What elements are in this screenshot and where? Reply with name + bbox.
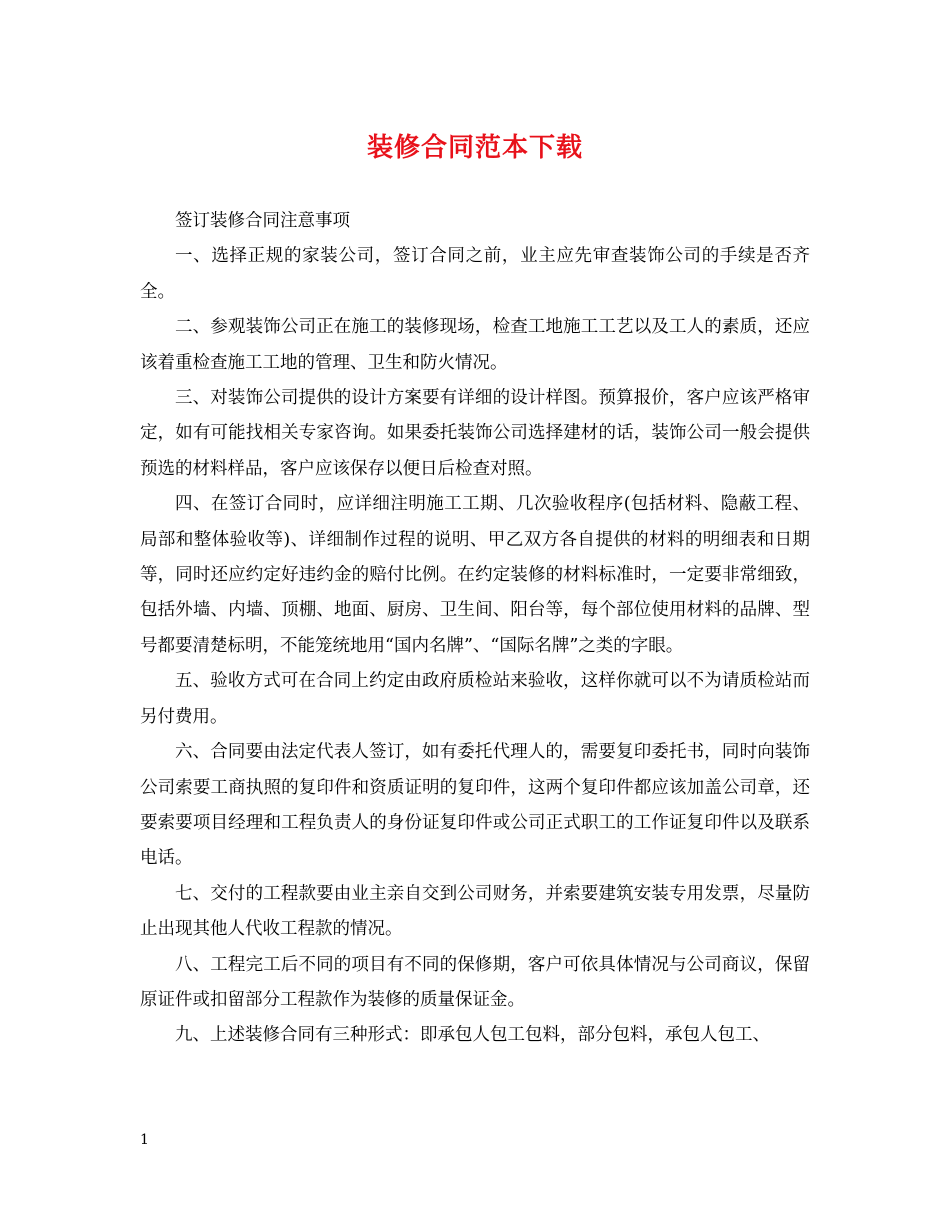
paragraph-3: 三、对装饰公司提供的设计方案要有详细的设计样图。预算报价，客户应该严格审定，如有可能找相关专家咨询。如果委托装饰公司选择建材的话，装饰公司一般会提供预选的材料样品，客户应该保存以便日后检查对照。 bbox=[140, 388, 810, 479]
paragraph-6: 六、合同要由法定代表人签订，如有委托代理人的，需要复印委托书，同时向装饰公司索要工商执照的复印件和资质证明的复印件，这两个复印件都应该加盖公司章，还要索要项目经理和工程负责人的身份证复印件或公司正式职工的工作证复印件以及联系电话。 bbox=[140, 742, 810, 869]
document-body bbox=[140, 204, 810, 1054]
paragraph-8: 八、工程完工后不同的项目有不同的保修期，客户可依具体情况与公司商议，保留原证件或扣留部分工程款作为装修的质量保证金。 bbox=[140, 954, 810, 1010]
paragraph-7: 七、交付的工程款要由业主亲自交到公司财务，并索要建筑安装专用发票，尽量防止出现其他人代收工程款的情况。 bbox=[140, 883, 810, 940]
page-number: 1 bbox=[140, 1132, 149, 1148]
paragraph-2: 二、参观装饰公司正在施工的装修现场，检查工地施工工艺以及工人的素质，还应该着重检查施工工地的管理、卫生和防火情况。 bbox=[140, 317, 810, 373]
paragraph-4: 四、在签订合同时，应详细注明施工工期、几次验收程序(包括材料、隐蔽工程、局部和整体验收等)、详细制作过程的说明、甲乙双方各自提供的材料的明细表和日期等，同时还应约定好违约金的赔付比例。在约定装修的材料标准时，一定要非常细致，包括外墙、内墙、顶棚、地面、厨房、卫生间、阳台等，每个部位使用材料的品牌、型号都要清楚标明，不能笼统地用“国内名牌”、“国际名牌”之类的字眼。 bbox=[140, 494, 810, 656]
document-title: 装修合同范本下载 bbox=[366, 133, 583, 163]
paragraph-heading: 签订装修合同注意事项 bbox=[175, 211, 350, 231]
paragraph-9: 九、上述装修合同有三种形式：即承包人包工包料，部分包料，承包人包工、 bbox=[175, 1025, 770, 1046]
paragraph-5: 五、验收方式可在合同上约定由政府质检站来验收，这样你就可以不为请质检站而另付费用。 bbox=[140, 671, 810, 727]
paragraph-1: 一、选择正规的家装公司，签订合同之前，业主应先审查装饰公司的手续是否齐全。 bbox=[140, 246, 810, 302]
